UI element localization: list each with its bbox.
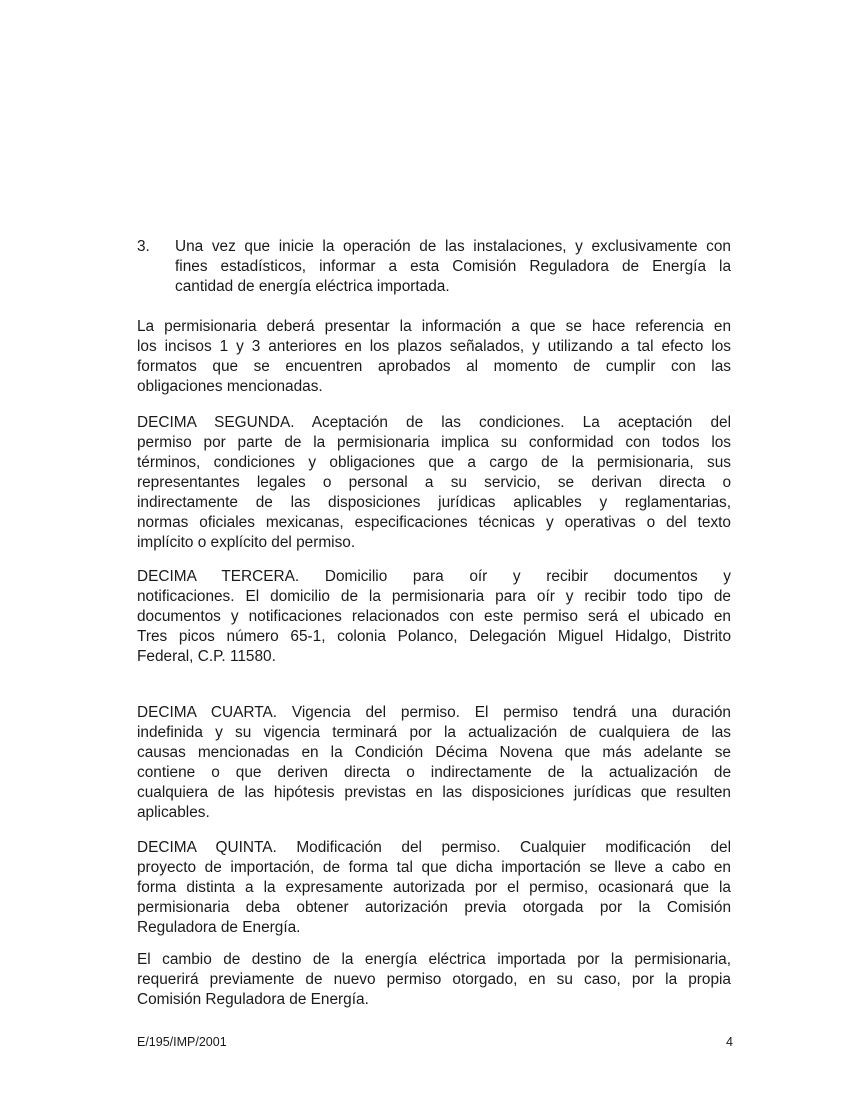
text-line: representantes legales o personal a su servicio, se derivan directa o xyxy=(137,474,731,491)
text-line: fines estadísticos, informar a esta Comisión Reguladora de Energía la xyxy=(175,258,731,275)
text-line: La permisionaria deberá presentar la información a que se hace referencia en xyxy=(137,318,731,335)
text-line: indirectamente de las disposiciones jurídicas aplicables y reglamentarias, xyxy=(137,494,731,511)
text-line: causas mencionadas en la Condición Décima Novena que más adelante se xyxy=(137,744,731,761)
footer-page-number: 4 xyxy=(726,1035,733,1049)
document-body xyxy=(137,237,731,1010)
text-line: requerirá previamente de nuevo permiso otorgado, en su caso, por la propia xyxy=(137,971,731,988)
text-line: términos, condiciones y obligaciones que a cargo de la permisionaria, sus xyxy=(137,454,731,471)
footer-document-code: E/195/IMP/2001 xyxy=(137,1035,227,1049)
text-line: Tres picos número 65-1, colonia Polanco, Delegación Miguel Hidalgo, Distrito xyxy=(137,628,731,645)
paragraph xyxy=(137,413,731,553)
text-line: Reguladora de Energía. xyxy=(137,919,301,936)
text-line: aplicables. xyxy=(137,804,210,821)
text-line: DECIMA CUARTA. Vigencia del permiso. El permiso tendrá una duración xyxy=(137,704,731,721)
paragraph xyxy=(137,567,731,667)
text-line: Comisión Reguladora de Energía. xyxy=(137,991,369,1008)
text-line: proyecto de importación, de forma tal que dicha importación se lleve a cabo en xyxy=(137,859,731,876)
text-line: permisionaria deba obtener autorización previa otorgada por la Comisión xyxy=(137,899,731,916)
text-line: DECIMA SEGUNDA. Aceptación de las condiciones. La aceptación del xyxy=(137,414,731,431)
paragraph xyxy=(137,950,731,1010)
paragraph xyxy=(137,317,731,397)
text-line: Federal, C.P. 11580. xyxy=(137,648,276,665)
text-line: normas oficiales mexicanas, especificaciones técnicas y operativas o del texto xyxy=(137,514,731,531)
text-line: DECIMA TERCERA. Domicilio para oír y recibir documentos y xyxy=(137,568,731,585)
text-line: implícito o explícito del permiso. xyxy=(137,534,356,551)
text-line: DECIMA QUINTA. Modificación del permiso. Cualquier modificación del xyxy=(137,839,731,856)
text-line: indefinida y su vigencia terminará por la actualización de cualquiera de las xyxy=(137,724,731,741)
text-line: obligaciones mencionadas. xyxy=(137,378,323,395)
text-line: Una vez que inicie la operación de las instalaciones, y exclusivamente con xyxy=(175,238,731,255)
text-line: cantidad de energía eléctrica importada. xyxy=(175,278,450,295)
text-line: forma distinta a la expresamente autorizada por el permiso, ocasionará que la xyxy=(137,879,731,896)
page-footer xyxy=(137,1035,733,1049)
text-line: permiso por parte de la permisionaria implica su conformidad con todos los xyxy=(137,434,731,451)
paragraph xyxy=(137,237,731,297)
text-line: formatos que se encuentren aprobados al momento de cumplir con las xyxy=(137,358,731,375)
list-item-number: 3. xyxy=(137,238,150,255)
paragraph xyxy=(137,838,731,938)
text-line: los incisos 1 y 3 anteriores en los plazos señalados, y utilizando a tal efecto los xyxy=(137,338,731,355)
text-line: documentos y notificaciones relacionados con este permiso será el ubicado en xyxy=(137,608,731,625)
text-line: contiene o que deriven directa o indirectamente de la actualización de xyxy=(137,764,731,781)
text-line: cualquiera de las hipótesis previstas en las disposiciones jurídicas que resulten xyxy=(137,784,731,801)
text-line: notificaciones. El domicilio de la permisionaria para oír y recibir todo tipo de xyxy=(137,588,731,605)
paragraph xyxy=(137,703,731,823)
text-line: El cambio de destino de la energía eléctrica importada por la permisionaria, xyxy=(137,951,731,968)
